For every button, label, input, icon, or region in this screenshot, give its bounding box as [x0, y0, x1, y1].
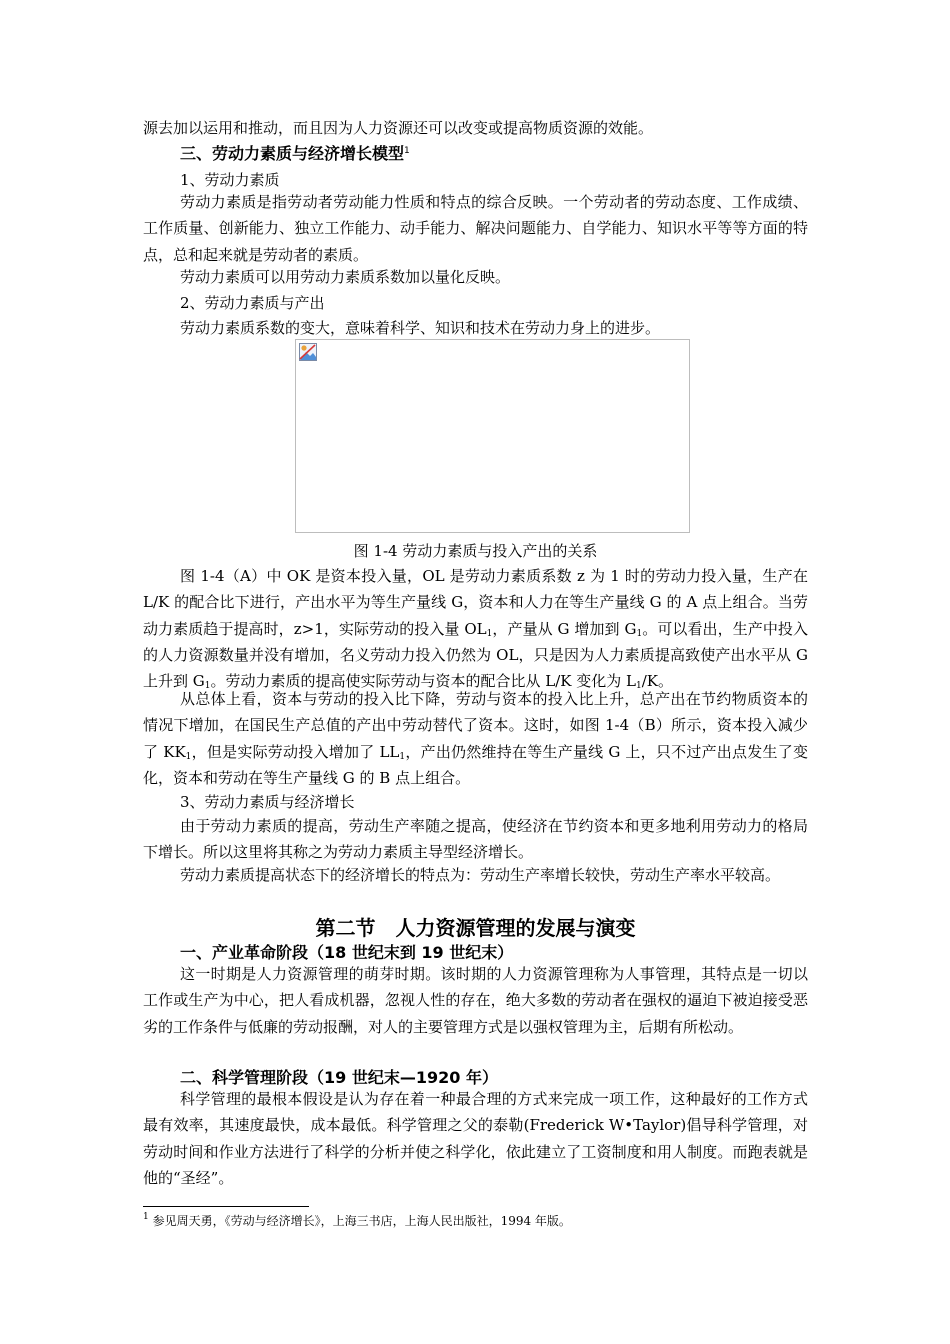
- subheading-3: 3、劳动力素质与经济增长: [180, 793, 355, 811]
- paragraph-coefficient: 劳动力素质系数的变大，意味着科学、知识和技术在劳动力身上的进步。: [180, 319, 661, 337]
- paragraph-labor-quality-definition: 劳动力素质是指劳动者劳动能力性质和特点的综合反映。一个劳动者的劳动态度、工作成绩、工作质量、创新能力、独立工作能力、动手能力、解决问题能力、自学能力、知识水平等等方面的特点，总和起来就是劳动者的素质。: [143, 193, 808, 264]
- subheading-2: 2、劳动力素质与产出: [180, 294, 325, 312]
- paragraph-industrial-revolution: 这一时期是人力资源管理的萌芽时期。该时期的人力资源管理称为人事管理，其特点是一切以工作或生产为中心，把人看成机器，忽视人性的存在，绝大多数的劳动者在强权的逼迫下被迫接受恶劣的工作条件与低廉的劳动报酬，对人的主要管理方式是以强权管理为主，后期有所松动。: [143, 965, 808, 1036]
- stage-heading-industrial-revolution: 一、产业革命阶段（18 世纪末到 19 世纪末）: [180, 943, 514, 962]
- paragraph-growth: 由于劳动力素质的提高，劳动生产率随之提高，使经济在节约资本和更多地利用劳动力的格局下增长。所以这里将其称之为劳动力素质主导型经济增长。: [143, 817, 808, 862]
- paragraph-quantification: 劳动力素质可以用劳动力素质系数加以量化反映。: [180, 268, 511, 286]
- footnote-separator: [143, 1206, 309, 1207]
- section-heading-3: [180, 141, 410, 164]
- broken-image-icon: [299, 343, 317, 361]
- paragraph-scientific-management: 科学管理的最根本假设是认为存在着一种最合理的方式来完成一项工作，这种最好的工作方式最有效率，其速度最快，成本最低。科学管理之父的泰勒(Frederick W•Taylor)倡导科学管理，对劳动时间和作业方法进行了科学的分析并使之科学化，依此建立了工资制度和用人制度。而跑表就是他的“圣经”。: [143, 1090, 808, 1187]
- paragraph-growth-features: 劳动力素质提高状态下的经济增长的特点为：劳动生产率增长较快，劳动生产率水平较高。: [180, 866, 781, 884]
- heading-text: 三、劳动力素质与经济增长模型: [180, 144, 405, 163]
- figure-caption: 图 1-4 劳动力素质与投入产出的关系: [353, 542, 598, 560]
- paragraph-figure-a-explanation: 图 1-4（A）中 OK 是资本投入量，OL 是劳动力素质系数 z 为 1 时的劳动力投入量，生产在 L/K 的配合比下进行，产出水平为等生产量线 G，资本和人力在等生产量线 G 的 A 点上组合。当劳动力素质趋于提高时，z>1，实际劳动的投入量 $OL_1$，产量从 G 增加到 $G_1$。可以看出，生产中投入的人力资源数量并没有增加，名义劳动力投入仍然为 OL，只是因为人力素质提高致使产出水平从 G 上升到 $G_1$。劳动力素质的提高使实际劳动与资本的配合比从 L/K 变化为 $L_1/K$。: [143, 567, 808, 692]
- subheading-1: 1、劳动力素质: [180, 171, 280, 189]
- paragraph-figure-b-explanation: 从总体上看，资本与劳动的投入比下降，劳动与资本的投入比上升，总产出在节约物质资本的情况下增加，在国民生产总值的产出中劳动替代了资本。这时，如图 1-4（B）所示，资本投入减少了 $KK_1$，但是实际劳动投入增加了 $LL_1$，产出仍然维持在等生产量线 G 上，只不过产出点发生了变化，资本和劳动在等生产量线 G 的 B 点上组合。: [143, 690, 808, 787]
- footnote: $^1$ 参见周天勇，《劳动与经济增长》，上海三书店，上海人民出版社，1994 年版。: [143, 1212, 571, 1228]
- stage-heading-scientific-management: 二、科学管理阶段（19 世纪末—1920 年）: [180, 1068, 498, 1087]
- paragraph-continued: 源去加以运用和推动，而且因为人力资源还可以改变或提高物质资源的效能。: [143, 119, 654, 137]
- section-title: 第二节 人力资源管理的发展与演变: [315, 916, 636, 940]
- figure-1-4-placeholder: [295, 339, 690, 533]
- footnote-ref[interactable]: 1: [404, 146, 410, 156]
